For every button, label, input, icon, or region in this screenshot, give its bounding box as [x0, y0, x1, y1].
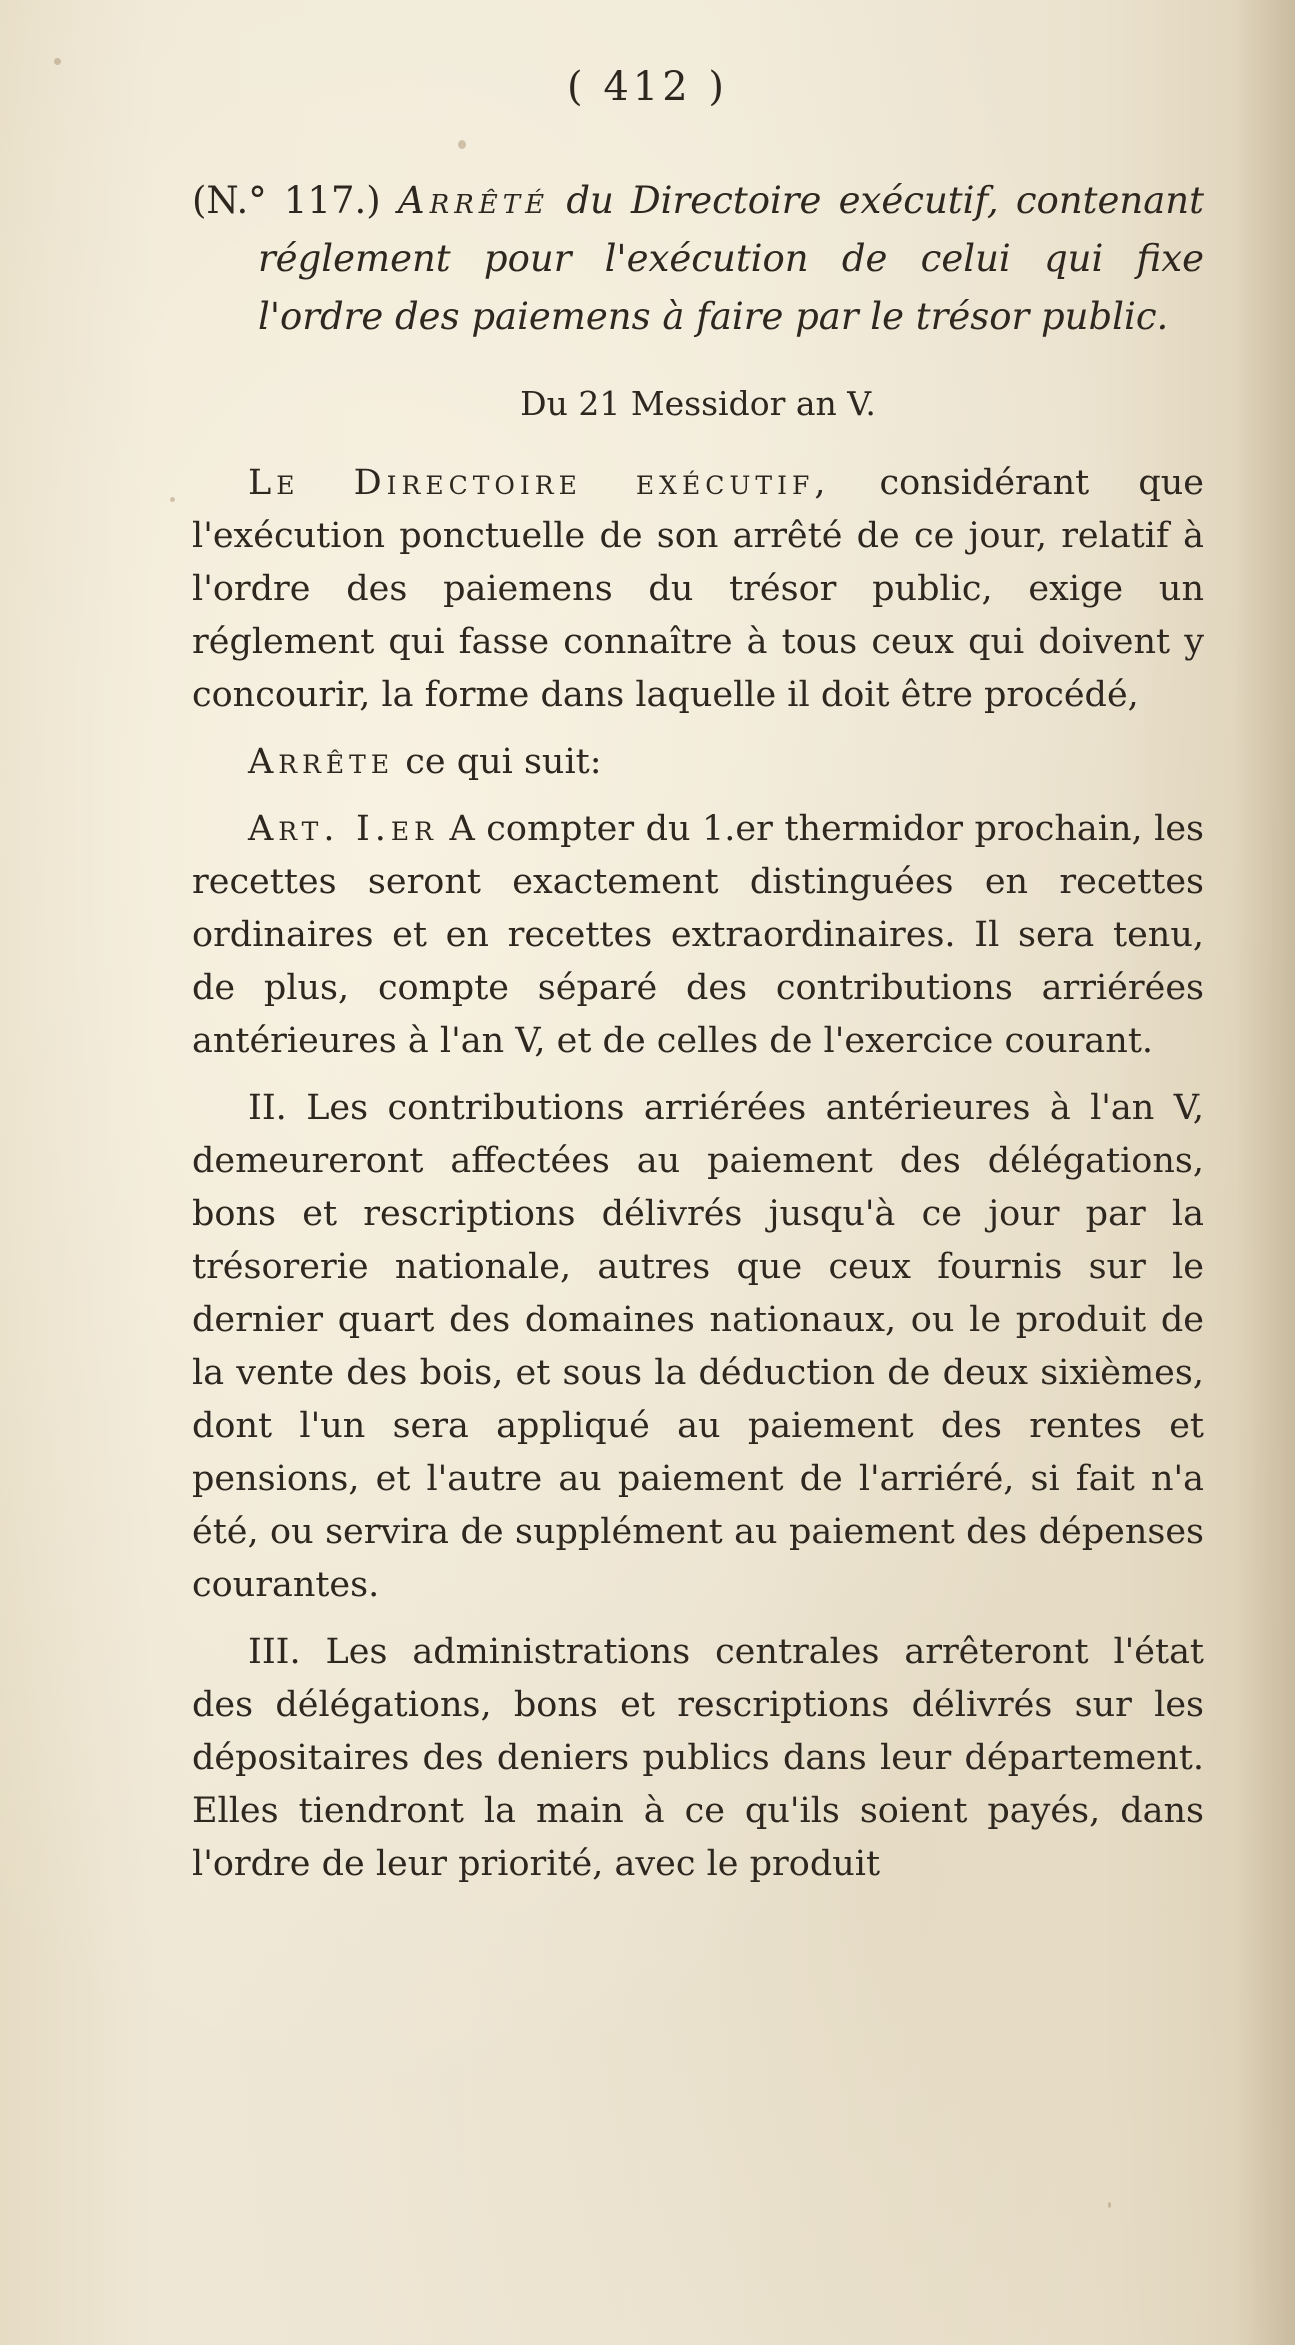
- decree-heading: [192, 172, 1204, 346]
- page-gutter-shadow: [1235, 0, 1295, 2345]
- arrete-line: [192, 736, 1204, 789]
- article-paragraph: [192, 1082, 1204, 1612]
- preamble-paragraph: [192, 457, 1204, 722]
- decree-title: du Directoire exécutif, contenant réglement pour l'exécution de celui qui fixe l'ordre des paiemens à faire par le trésor public.: [258, 179, 1204, 338]
- preamble-subject: Le Directoire exécutif,: [248, 463, 831, 503]
- decree-date: Du 21 Messidor an V.: [520, 384, 876, 423]
- article-paragraph: [192, 803, 1204, 1068]
- article-number: Art. I.er: [248, 809, 438, 849]
- decree-title-caps: Arrêté: [397, 179, 550, 222]
- foxing-spot: [170, 497, 175, 502]
- arrete-rest: ce qui suit:: [405, 742, 602, 782]
- text-block: [192, 172, 1204, 1905]
- page-number: ( 412 ): [567, 64, 728, 110]
- article-text: Les contributions arriérées antérieures à l'an V, demeureront affectées au paiement des délégations, bons et rescriptions délivrés jusqu'à ce jour par la trésorerie nationale, autres que ceux fournis sur le dernier quart des domaines nationaux, ou le produit de la vente des bois, et sous la déduction de deux sixièmes, dont l'un sera appliqué au paiement des rentes et pensions, et l'autre au paiement de l'arriéré, si fait n'a été, ou servira de supplément au paiement des dépenses courantes.: [192, 1088, 1204, 1605]
- article-text: Les administrations centrales arrêteront l'état des délégations, bons et rescriptions délivrés sur les dépositaires des deniers publics dans leur département. Elles tiendront la main à ce qu'ils soient payés, dans l'ordre de leur priorité, avec le produit: [192, 1632, 1204, 1884]
- article-paragraph: [192, 1626, 1204, 1891]
- decree-heading-line: [192, 172, 1204, 346]
- article-number: II.: [248, 1088, 287, 1128]
- foxing-spot: [1108, 2202, 1111, 2208]
- article-text: A compter du 1.er thermidor prochain, les recettes seront exactement distinguées en recettes ordinaires et en recettes extraordinaires. Il sera tenu, de plus, compte séparé des contributions arriérées antérieures à l'an V, et de celles de l'exercice courant.: [192, 809, 1204, 1061]
- decree-number: (N.° 117.): [192, 179, 381, 222]
- foxing-spot: [458, 140, 466, 149]
- article-number: III.: [248, 1632, 301, 1672]
- preamble-text: considérant que l'exécution ponctuelle de son arrêté de ce jour, relatif à l'ordre des paiemens du trésor public, exige un réglement qui fasse connaître à tous ceux qui doivent y concourir, la forme dans laquelle il doit être procédé,: [192, 463, 1204, 715]
- arrete-word: Arrête: [248, 742, 395, 782]
